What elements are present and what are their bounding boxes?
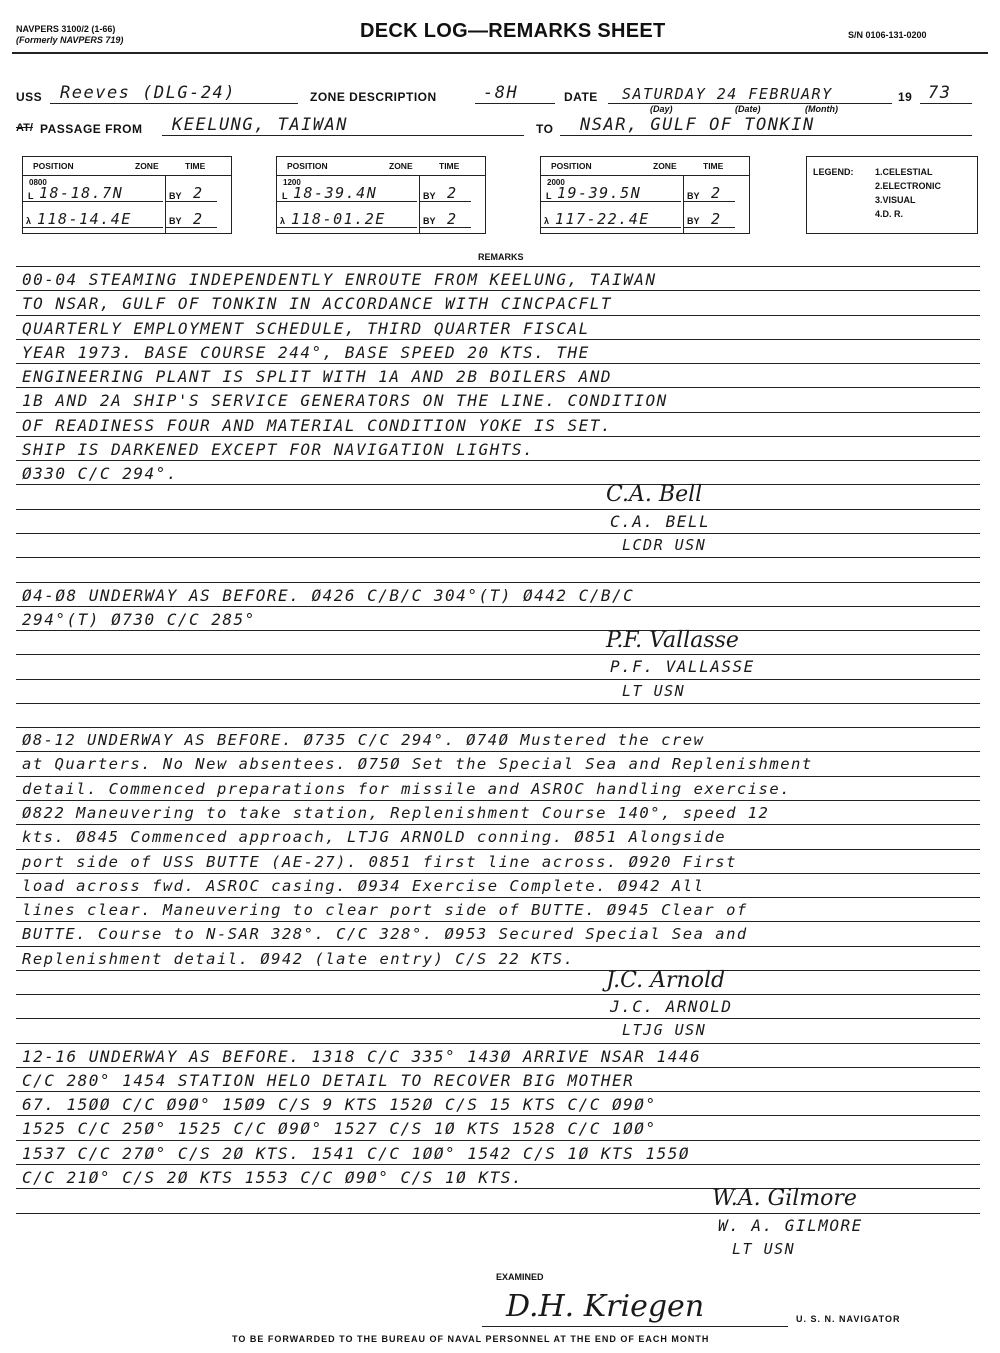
remark-line: Ø330 C/C 294°. — [22, 464, 178, 484]
latitude-value: 19-39.5N — [557, 184, 642, 202]
lat-prefix: L — [282, 191, 288, 201]
passage-prefix: AT/ — [16, 122, 33, 134]
lon-by-value: 2 — [711, 210, 722, 228]
watch-officer-signature: J.C. Arnold — [606, 967, 726, 993]
year-value: 73 — [928, 83, 952, 103]
ruled-line — [16, 412, 980, 413]
zone-value: -8H — [483, 83, 519, 103]
longitude-value: 117-22.4E — [555, 210, 650, 228]
ruled-line — [16, 970, 980, 971]
navigator-signature: D.H. Kriegen — [506, 1289, 705, 1324]
col-zone: ZONE — [389, 161, 413, 171]
ruled-line — [16, 1115, 980, 1116]
watch-officer-name: P.F. VALLASSE — [610, 657, 755, 677]
ruled-line — [16, 994, 980, 995]
ruled-line — [16, 946, 980, 947]
date-field — [608, 84, 892, 104]
col-time: TIME — [185, 161, 206, 171]
col-time: TIME — [703, 161, 724, 171]
remark-line: at Quarters. No New absentees. Ø75Ø Set the Special Sea and Replenishment — [22, 755, 813, 774]
zone-field — [475, 84, 555, 104]
watch-officer-rank: LTJG USN — [622, 1021, 707, 1040]
legend-item-2: 2.ELECTRONIC — [875, 181, 942, 191]
ruled-line — [16, 387, 980, 388]
ruled-line — [16, 679, 980, 680]
ruled-line — [16, 1018, 980, 1019]
position-time: 1200 — [283, 178, 301, 187]
from-field — [162, 116, 524, 136]
ruled-line — [16, 849, 980, 850]
watch-officer-signature: C.A. Bell — [606, 482, 703, 508]
lon-by-value: 2 — [193, 210, 204, 228]
ruled-line — [16, 824, 980, 825]
remark-line: 12-16 UNDERWAY AS BEFORE. 1318 C/C 335° 143Ø ARRIVE NSAR 1446 — [22, 1046, 702, 1066]
lon-by-label: BY — [687, 216, 700, 226]
ruled-line — [16, 509, 980, 510]
ruled-line — [16, 630, 980, 631]
lat-prefix: L — [28, 191, 34, 201]
col-position: POSITION — [287, 161, 328, 171]
longitude-value: 118-14.4E — [37, 210, 132, 228]
ruled-line — [16, 751, 980, 752]
remarks-title: REMARKS — [478, 252, 524, 262]
remark-line: YEAR 1973. BASE COURSE 244°, BASE SPEED 20 KTS. THE — [22, 342, 590, 362]
page-title: DECK LOG—REMARKS SHEET — [360, 20, 666, 42]
legend-item-1: 1.CELESTIAL — [875, 167, 933, 177]
remark-line: 294°(T) Ø730 C/C 285° — [22, 609, 256, 629]
to-label: TO — [536, 122, 554, 136]
watch-officer-name: C.A. BELL — [610, 511, 711, 531]
lat-by-label: BY — [423, 191, 436, 201]
legend-item-4: 4.D. R. — [875, 209, 904, 219]
position-time: 0800 — [29, 178, 47, 187]
remark-line: 1B AND 2A SHIP'S SERVICE GENERATORS ON THE LINE. CONDITION — [22, 391, 668, 411]
ruled-line — [16, 654, 980, 655]
col-zone: ZONE — [653, 161, 677, 171]
watch-officer-rank: LT USN — [732, 1239, 796, 1258]
ruled-line — [16, 703, 980, 704]
watch-officer-rank: LT USN — [622, 681, 686, 700]
to-field — [560, 116, 972, 136]
month-label: (Month) — [805, 104, 838, 114]
legend-box — [806, 156, 978, 234]
stock-number: S/N 0106-131-0200 — [848, 30, 927, 40]
position-box-header — [23, 157, 231, 176]
remark-line: Ø4-Ø8 UNDERWAY AS BEFORE. Ø426 C/B/C 304°(T) Ø442 C/B/C — [22, 585, 635, 605]
passage-label: PASSAGE FROM — [40, 122, 143, 136]
navigator-field — [482, 1290, 788, 1327]
remark-line: Ø8-12 UNDERWAY AS BEFORE. Ø735 C/C 294°. Ø74Ø Mustered the crew — [22, 731, 705, 750]
ruled-line — [16, 533, 980, 534]
lon-by-value: 2 — [447, 210, 458, 228]
ruled-line — [16, 921, 980, 922]
remark-line: lines clear. Maneuvering to clear port side of BUTTE. Ø945 Clear of — [22, 901, 748, 919]
date-label: DATE — [564, 90, 598, 104]
lon-prefix: λ — [544, 216, 550, 226]
lon-prefix: λ — [280, 216, 286, 226]
bottom-note: TO BE FORWARDED TO THE BUREAU OF NAVAL PERSONNEL AT THE END OF EACH MONTH — [232, 1334, 710, 1344]
ruled-line — [16, 363, 980, 364]
remark-line: Ø822 Maneuvering to take station, Replenishment Course 140°, speed 12 — [22, 803, 770, 822]
year-field — [920, 84, 972, 104]
latitude-value: 18-18.7N — [39, 184, 124, 202]
ruled-line — [16, 1164, 980, 1165]
year-prefix: 19 — [898, 90, 913, 104]
ruled-line — [16, 460, 980, 461]
ruled-line — [16, 1213, 980, 1214]
legend-title: LEGEND: — [813, 167, 854, 177]
ruled-line — [16, 1091, 980, 1092]
ruled-line — [16, 266, 980, 267]
remark-line: Replenishment detail. Ø942 (late entry) C/S 22 KTS. — [22, 949, 575, 968]
ruled-line — [16, 873, 980, 874]
ruled-line — [16, 557, 980, 558]
form-number: NAVPERS 3100/2 (1-66) — [16, 24, 116, 34]
uss-value: Reeves (DLG-24) — [60, 83, 237, 103]
remark-line: TO NSAR, GULF OF TONKIN IN ACCORDANCE WITH CINCPACFLT — [22, 294, 613, 314]
remark-line: 00-04 STEAMING INDEPENDENTLY ENROUTE FROM KEELUNG, TAIWAN — [22, 270, 657, 289]
to-value: NSAR, GULF OF TONKIN — [580, 115, 815, 135]
watch-officer-name: W. A. GILMORE — [718, 1215, 863, 1235]
uss-field — [50, 84, 298, 104]
longitude-value: 118-01.2E — [291, 210, 386, 228]
ruled-line — [16, 1140, 980, 1141]
ruled-line — [16, 800, 980, 801]
lat-by-value: 2 — [447, 184, 458, 202]
remark-line: 1525 C/C 25Ø° 1525 C/C Ø9Ø° 1527 C/S 1Ø KTS 1528 C/C 1ØØ° — [22, 1119, 657, 1139]
remark-line: C/C 21Ø° C/S 2Ø KTS 1553 C/C Ø9Ø° C/S 1Ø KTS. — [22, 1168, 523, 1187]
position-box-3 — [540, 156, 750, 234]
watch-officer-name: J.C. ARNOLD — [610, 997, 733, 1017]
ruled-line — [16, 582, 980, 583]
latitude-value: 18-39.4N — [293, 184, 378, 202]
ruled-line — [16, 897, 980, 898]
remark-line: OF READINESS FOUR AND MATERIAL CONDITION YOKE IS SET. — [22, 415, 613, 435]
remark-line: kts. Ø845 Commenced approach, LTJG ARNOLD conning. Ø851 Alongside — [22, 828, 727, 847]
watch-officer-signature: P.F. Vallasse — [606, 628, 739, 653]
datesub-label: (Date) — [735, 104, 761, 114]
lat-by-label: BY — [687, 191, 700, 201]
col-zone: ZONE — [135, 161, 159, 171]
remark-line: port side of USS BUTTE (AE-27). 0851 first line across. Ø920 First — [22, 852, 737, 871]
position-box-header — [541, 157, 749, 176]
navigator-label: U. S. N. NAVIGATOR — [796, 1314, 901, 1324]
lat-by-value: 2 — [711, 184, 722, 202]
ruled-line — [16, 1043, 980, 1044]
header-rule — [12, 52, 988, 54]
lat-by-label: BY — [169, 191, 182, 201]
remark-line: BUTTE. Course to N-SAR 328°. C/C 328°. Ø953 Secured Special Sea and — [22, 925, 748, 944]
remark-line: C/C 280° 1454 STATION HELO DETAIL TO RECOVER BIG MOTHER — [22, 1070, 635, 1090]
col-position: POSITION — [551, 161, 592, 171]
remark-line: ENGINEERING PLANT IS SPLIT WITH 1A AND 2B BOILERS AND — [22, 367, 613, 387]
remark-line: SHIP IS DARKENED EXCEPT FOR NAVIGATION LIGHTS. — [22, 439, 535, 459]
remark-line: 1537 C/C 27Ø° C/S 2Ø KTS. 1541 C/C 1ØØ° 1542 C/S 1Ø KTS 155Ø — [22, 1143, 690, 1163]
ruled-line — [16, 315, 980, 316]
form-formerly: (Formerly NAVPERS 719) — [16, 35, 124, 45]
col-time: TIME — [439, 161, 460, 171]
zone-label: ZONE DESCRIPTION — [310, 90, 437, 104]
col-position: POSITION — [33, 161, 74, 171]
date-value: SATURDAY 24 FEBRUARY — [622, 85, 833, 103]
position-box-header — [277, 157, 485, 176]
ruled-line — [16, 436, 980, 437]
uss-label: USS — [16, 90, 43, 104]
position-box-2 — [276, 156, 486, 234]
day-label: (Day) — [650, 104, 673, 114]
ruled-line — [16, 606, 980, 607]
ruled-line — [16, 776, 980, 777]
remark-line: QUARTERLY EMPLOYMENT SCHEDULE, THIRD QUARTER FISCAL — [22, 318, 590, 338]
lat-by-value: 2 — [193, 184, 204, 202]
position-box-1 — [22, 156, 232, 234]
lon-by-label: BY — [423, 216, 436, 226]
watch-officer-rank: LCDR USN — [622, 536, 707, 554]
ruled-line — [16, 1067, 980, 1068]
ruled-line — [16, 339, 980, 340]
ruled-line — [16, 290, 980, 291]
lon-by-label: BY — [169, 216, 182, 226]
ruled-line — [16, 727, 980, 728]
lon-prefix: λ — [26, 216, 32, 226]
from-value: KEELUNG, TAIWAN — [172, 115, 349, 135]
legend-item-3: 3.VISUAL — [875, 195, 916, 205]
examined-label: EXAMINED — [496, 1272, 544, 1282]
remark-line: load across fwd. ASROC casing. Ø934 Exercise Complete. Ø942 All — [22, 876, 705, 895]
remark-line: 67. 15ØØ C/C Ø9Ø° 15Ø9 C/S 9 KTS 152Ø C/S 15 KTS C/C Ø9Ø° — [22, 1095, 657, 1115]
lat-prefix: L — [546, 191, 552, 201]
remark-line: detail. Commenced preparations for missile and ASROC handling exercise. — [22, 779, 792, 798]
position-time: 2000 — [547, 178, 565, 187]
ruled-line — [16, 484, 980, 485]
watch-officer-signature: W.A. Gilmore — [712, 1186, 857, 1212]
